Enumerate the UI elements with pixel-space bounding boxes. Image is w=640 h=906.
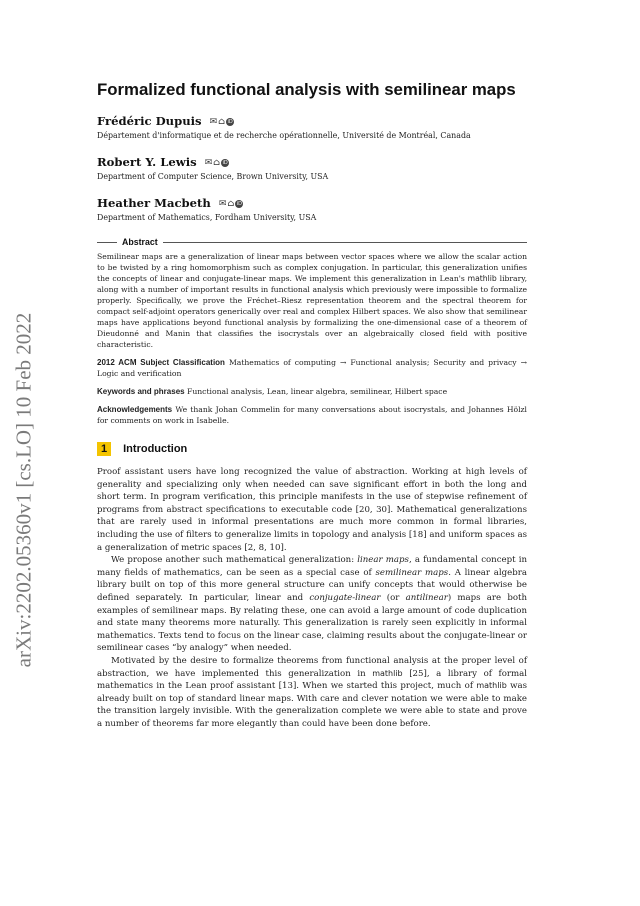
arxiv-identifier: arXiv:2202.05360v1 [cs.LO] 10 Feb 2022 bbox=[11, 312, 36, 668]
text-run: Motivated by the desire to formalize theorems from functional analysis at the proper level of abstraction, we have implemented this generalization in bbox=[97, 655, 527, 679]
intro-paragraph bbox=[97, 554, 527, 655]
author-icons bbox=[210, 109, 234, 128]
keywords bbox=[97, 386, 527, 397]
author-name: Frédéric Dupuis bbox=[97, 114, 202, 128]
home-icon[interactable]: ⌂ bbox=[218, 117, 226, 127]
home-icon[interactable]: ⌂ bbox=[227, 199, 235, 209]
text-run: . A linear algebra library built on top of this more general structure can unify concepts that would otherwise be defined separately. In particular, linear and bbox=[97, 567, 527, 603]
abstract-part: library, along with a number of important results in functional analysis which previously were impossible to formalize properly. Specifically, we prove the Fréchet–Riesz representation theorem and the spectral theorem for compact self-adjoint operators generically over real and complex Hilbert spaces. We also show that semilinear maps have applications beyond functional analysis by formalizing the one-dimensional case of a theorem of Dieudonné and Manin that classifies the isocrystals over an algebraically closed field with positive characteristic. bbox=[97, 274, 527, 349]
home-icon[interactable]: ⌂ bbox=[213, 158, 221, 168]
emphasis: linear maps bbox=[357, 555, 409, 566]
paper-title: Formalized functional analysis with semilinear maps bbox=[97, 80, 516, 99]
author-name: Robert Y. Lewis bbox=[97, 155, 197, 169]
mail-icon[interactable]: ✉ bbox=[209, 117, 218, 127]
acm-heading: 2012 ACM Subject Classification bbox=[97, 358, 225, 367]
abstract-heading-rule bbox=[97, 237, 527, 247]
section-number: 1 bbox=[97, 442, 111, 456]
intro-paragraph bbox=[97, 655, 527, 731]
mail-icon[interactable]: ✉ bbox=[218, 199, 227, 209]
rule-right bbox=[163, 242, 527, 243]
author-affiliation: Département d'informatique et de recherche opérationnelle, Université de Montréal, Canada bbox=[97, 131, 471, 140]
abstract-text bbox=[97, 251, 527, 350]
text-run: (or bbox=[380, 592, 406, 603]
emphasis: conjugate-linear bbox=[309, 592, 381, 603]
section-heading bbox=[97, 442, 527, 456]
orcid-icon[interactable]: iD bbox=[222, 160, 228, 166]
emphasis: antilinear bbox=[405, 592, 448, 603]
intro-paragraph: Proof assistant users have long recognized the value of abstraction. Working at high levels of generality and specializing only when needed can save significant effort in both the long and short term. In program verification, this principle manifests in the use of stepwise refinement of programs from abstract specifications to executable code [20, 30]. Mathematical generalizations that are rarely used in informal presentations are much more common in formal libraries, including the use of filters to generalize limits in topology and analysis [18] and uniform spaces as a generalization of metric spaces [2, 8, 10]. bbox=[97, 467, 527, 553]
text-run: , a fundamental concept in many fields of mathematics, can be seen as a special case of bbox=[97, 555, 527, 578]
text-run: We propose another such mathematical generalization: bbox=[111, 555, 358, 566]
keywords-heading: Keywords and phrases bbox=[97, 387, 185, 396]
author-block bbox=[97, 109, 527, 141]
abstract-part: Semilinear maps are a generalization of linear maps between vector spaces where we allow the scalar action to be twisted by a ring homomorphism such as complex conjugation. In particular, this generalization unifies the concepts of linear and conjugate-linear maps. We implement this generalization in Lean's bbox=[97, 252, 527, 283]
text-run: [25], a library of formal mathematics in the Lean proof assistant [13]. When we started this project, much of bbox=[97, 668, 528, 692]
text-run: ) maps are both examples of semilinear maps. By relating these, one can avoid a large amount of code duplication and state many theorems more naturally. This generalization is rarely seen explicitly in informal mathematics. Texts tend to focus on the linear case, claiming results about the conjugate-linear or semilinear cases “by analogy” when needed. bbox=[97, 592, 527, 654]
acknowledgements-heading: Acknowledgements bbox=[97, 405, 173, 414]
author-icons bbox=[205, 150, 229, 169]
author-block bbox=[97, 191, 527, 223]
text-run: was already built on top of standard linear maps. With care and clever notation we were able to make the transition largely invisible. With the generalization complete we were able to state and prove a number of theorems far more elegantly than could have been done before. bbox=[97, 681, 528, 729]
orcid-icon[interactable]: iD bbox=[236, 201, 242, 207]
acknowledgements-text: We thank Johan Commelin for many conversations about isocrystals, and Johannes Hölzl for comments on work in Isabelle. bbox=[97, 405, 527, 425]
mathlib-keyword: mathlib bbox=[476, 681, 507, 691]
paper-page bbox=[97, 80, 527, 730]
mathlib-keyword: mathlib bbox=[372, 668, 403, 678]
rule-left bbox=[97, 242, 117, 243]
author-affiliation: Department of Computer Science, Brown University, USA bbox=[97, 172, 329, 181]
acknowledgements bbox=[97, 404, 527, 426]
acm-text: Mathematics of computing → Functional analysis; Security and privacy → Logic and verification bbox=[97, 358, 527, 378]
acm-classification bbox=[97, 357, 527, 379]
keywords-text: Functional analysis, Lean, linear algebra, semilinear, Hilbert space bbox=[187, 387, 448, 396]
mathlib-keyword: mathlib bbox=[467, 274, 497, 283]
author-name: Heather Macbeth bbox=[97, 196, 211, 210]
author-icons bbox=[219, 191, 243, 210]
arxiv-sidebar bbox=[4, 300, 44, 680]
orcid-icon[interactable]: iD bbox=[227, 119, 233, 125]
mail-icon[interactable]: ✉ bbox=[204, 158, 213, 168]
author-affiliation: Department of Mathematics, Fordham University, USA bbox=[97, 213, 317, 222]
author-block bbox=[97, 150, 527, 182]
section-title: Introduction bbox=[123, 443, 188, 455]
abstract-heading: Abstract bbox=[122, 237, 158, 247]
emphasis: semilinear maps bbox=[375, 567, 449, 578]
